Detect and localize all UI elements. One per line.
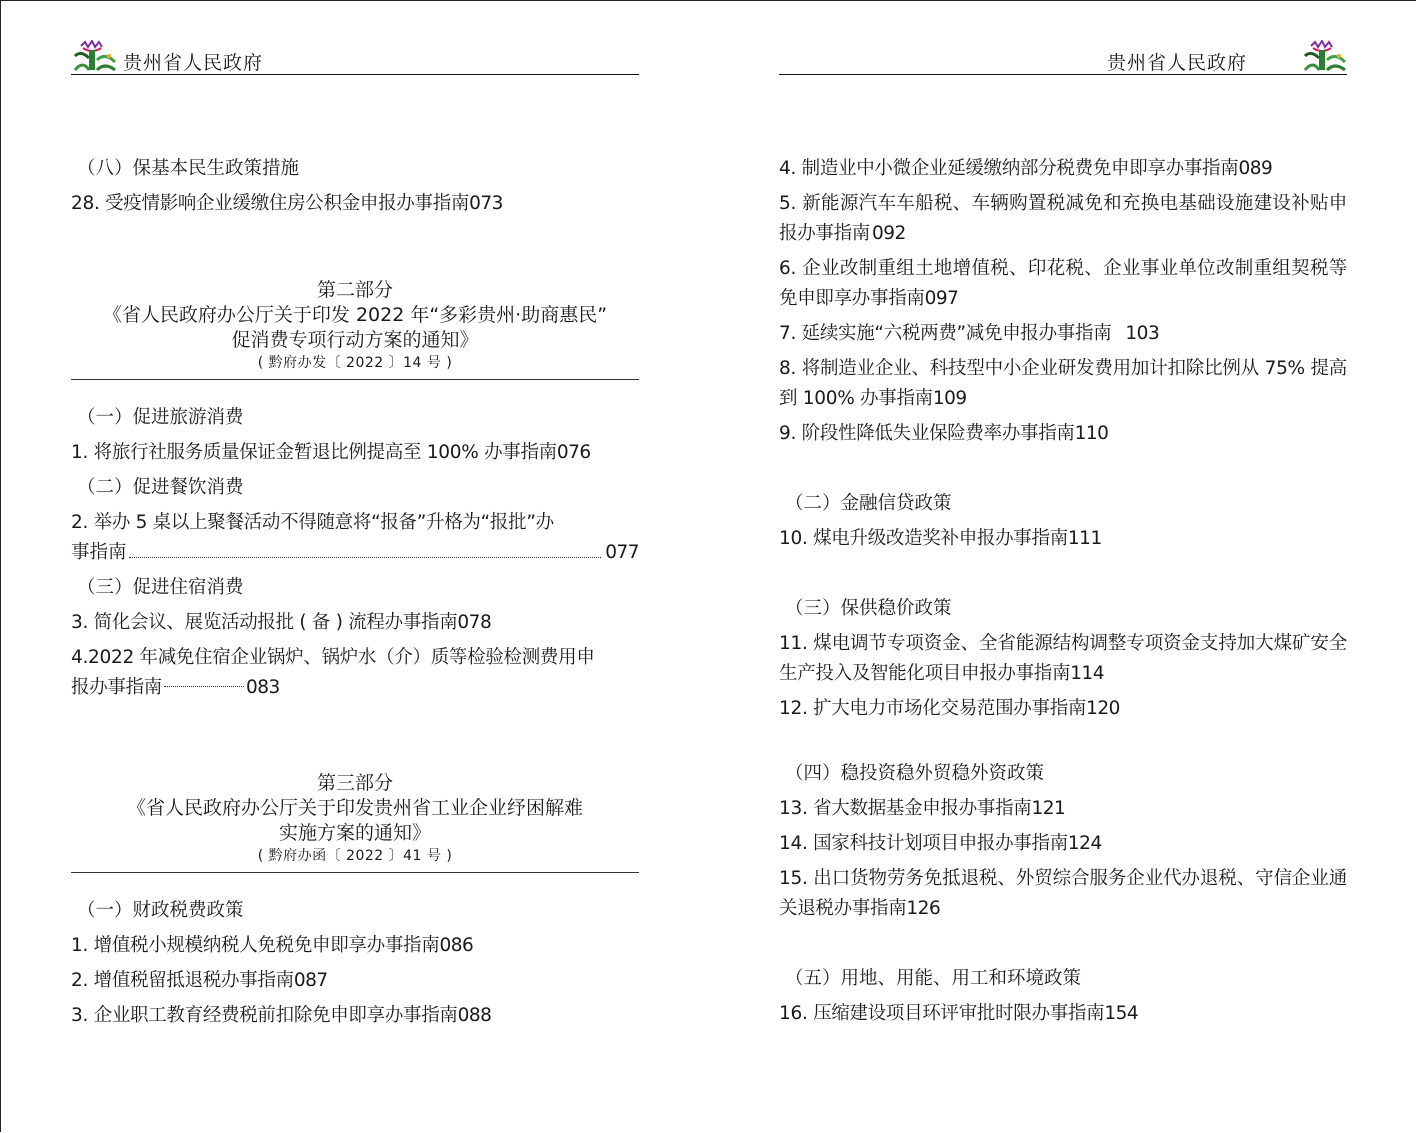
section-heading-text: （二）金融信贷政策 <box>785 493 952 514</box>
toc-entry[interactable] <box>71 189 639 219</box>
part-title-line: 促消费专项行动方案的通知》 <box>231 329 479 351</box>
toc-entry-title: 10. 煤电升级改造奖补申报办事指南 <box>779 528 1068 549</box>
toc-page-number: 110 <box>1074 423 1109 444</box>
toc-entry-title: 4. 制造业中小微企业延缓缴纳部分税费免申即享办事指南 <box>779 158 1239 179</box>
dot-leader <box>164 686 244 687</box>
section-heading-text: （三）促进住宿消费 <box>77 577 244 598</box>
toc-entry-title: 2. 增值税留抵退税办事指南 <box>71 970 294 991</box>
toc-page-number: 077 <box>605 542 639 563</box>
running-header-left <box>71 40 639 75</box>
toc-page-number: 154 <box>1104 1003 1139 1024</box>
section-heading <box>71 573 639 603</box>
toc-page-number: 089 <box>1238 158 1273 179</box>
section-heading <box>71 403 639 433</box>
toc-page-number: 087 <box>293 970 328 991</box>
toc-entry-title: 报办事指南 <box>71 677 163 698</box>
toc-entry-title: 12. 扩大电力市场化交易范围办事指南 <box>779 698 1087 719</box>
toc-page-number: 073 <box>469 193 503 214</box>
section-8-heading: （八）保基本民生政策措施 <box>77 158 300 179</box>
toc-page-number: 114 <box>1070 663 1105 684</box>
section-heading <box>779 594 1347 624</box>
header-title: 贵州省人民政府 <box>123 52 264 74</box>
toc-entry-title: 28. 受疫情影响企业缓缴住房公积金申报办事指南 <box>71 193 470 214</box>
toc-entry[interactable] <box>779 794 1347 824</box>
toc-entry[interactable] <box>779 524 1347 554</box>
toc-entry-title: 2. 举办 5 桌以上聚餐活动不得随意将“报备”升格为“报批”办 <box>71 512 554 533</box>
toc-entry-title: 13. 省大数据基金申报办事指南 <box>779 798 1032 819</box>
toc-page-number: 121 <box>1031 798 1066 819</box>
section-heading <box>71 473 639 503</box>
toc-entry-title: 9. 阶段性降低失业保险费率办事指南 <box>779 423 1075 444</box>
toc-entry-title: 14. 国家科技计划项目申报办事指南 <box>779 833 1068 854</box>
toc-entry[interactable] <box>779 829 1347 859</box>
toc-entry[interactable] <box>779 189 1347 249</box>
toc-entry[interactable] <box>779 319 1347 349</box>
toc-entry-title: 6. 企业改制重组土地增值税、印花税、企业事业单位改制重组契税等免申即享办事指南 <box>779 258 1347 309</box>
toc-page-number: 083 <box>246 677 280 698</box>
section-heading <box>779 489 1347 519</box>
toc-entry[interactable] <box>779 864 1347 924</box>
toc-entry-title: 4.2022 年减免住宿企业锅炉、锅炉水（介）质等检验检测费用申 <box>71 647 595 668</box>
toc-entry-title: 3. 简化会议、展览活动报批 ( 备 ) 流程办事指南 <box>71 612 458 633</box>
toc-page-number: 109 <box>932 388 967 409</box>
toc-entry[interactable] <box>779 254 1347 314</box>
section-heading-text: （二）促进餐饮消费 <box>77 477 244 498</box>
section-heading <box>779 964 1347 994</box>
toc-entry-title: 1. 增值税小规模纳税人免税免申即享办事指南 <box>71 935 440 956</box>
right-page <box>779 0 1347 1133</box>
running-header-right <box>779 40 1347 75</box>
toc-page-number: 120 <box>1086 698 1120 719</box>
document-number: ( 黔府办函〔 2022 〕41 号 ) <box>257 848 453 864</box>
left-page <box>71 0 639 1133</box>
toc-page-number: 088 <box>457 1005 492 1026</box>
toc-page-number: 111 <box>1067 528 1102 549</box>
toc-entry-title: 7. 延续实施“六税两费”减免申报办事指南 <box>779 323 1112 344</box>
toc-entry-title: 8. 将制造业企业、科技型中小企业研发费用加计扣除比例从 75% 提高到 100% 办事指南 <box>779 358 1347 409</box>
toc-entry[interactable] <box>779 419 1347 449</box>
toc-entry[interactable] <box>71 966 639 996</box>
section-heading <box>779 759 1347 789</box>
toc-entry[interactable] <box>779 629 1347 689</box>
toc-page-number: 124 <box>1067 833 1102 854</box>
toc-entry[interactable] <box>71 438 639 468</box>
toc-entry[interactable] <box>779 999 1347 1029</box>
toc-entry[interactable] <box>71 508 639 568</box>
section-heading <box>71 154 639 184</box>
toc-leader-line <box>71 538 639 568</box>
section-heading-text: （一）促进旅游消费 <box>77 407 244 428</box>
toc-page-number: 103 <box>1125 323 1160 344</box>
part-title-line: 《省人民政府办公厅关于印发贵州省工业企业纾困解难 <box>126 797 583 819</box>
toc-entry-title: 16. 压缩建设项目环评审批时限办事指南 <box>779 1003 1105 1024</box>
toc-entry-title: 11. 煤电调节专项资金、全省能源结构调整专项资金支持加大煤矿安全生产投入及智能化项目申报办事指南 <box>779 633 1347 684</box>
section-heading <box>71 896 639 926</box>
dot-leader <box>129 557 602 558</box>
toc-entry-title: 事指南 <box>71 542 127 563</box>
emblem-logo-icon <box>1301 40 1347 74</box>
toc-entry[interactable] <box>71 608 639 638</box>
section-heading-text: （三）保供稳价政策 <box>785 598 952 619</box>
section-heading-text: （五）用地、用能、用工和环境政策 <box>785 968 1082 989</box>
toc-entry[interactable] <box>779 354 1347 414</box>
document-number: ( 黔府办发〔 2022 〕14 号 ) <box>257 355 453 371</box>
part-title-line: 《省人民政府办公厅关于印发 2022 年“多彩贵州·助商惠民” <box>102 304 608 326</box>
toc-page-number: 092 <box>872 223 906 244</box>
toc-entry[interactable] <box>71 643 639 703</box>
toc-page-number: 078 <box>457 612 492 633</box>
toc-entry[interactable] <box>71 1001 639 1031</box>
toc-page-number: 086 <box>439 935 474 956</box>
part-label: 第三部分 <box>316 772 393 794</box>
emblem-logo-icon <box>71 40 117 74</box>
toc-entry[interactable] <box>71 931 639 961</box>
toc-entry-title: 5. 新能源汽车车船税、车辆购置税减免和充换电基础设施建设补贴申报办事指南 <box>779 193 1347 244</box>
toc-page-number: 097 <box>924 288 959 309</box>
toc-page-number: 076 <box>556 442 591 463</box>
part-label: 第二部分 <box>316 279 393 301</box>
part-2-heading <box>71 278 639 380</box>
toc-entry[interactable] <box>779 694 1347 724</box>
toc-page-number: 126 <box>906 898 941 919</box>
toc-entry[interactable] <box>779 154 1347 184</box>
section-heading-text: （四）稳投资稳外贸稳外资政策 <box>785 763 1045 784</box>
toc-entry-title: 15. 出口货物劳务免抵退税、外贸综合服务企业代办退税、守信企业通关退税办事指南 <box>779 868 1347 919</box>
part-3-heading <box>71 771 639 873</box>
toc-entry-title: 1. 将旅行社服务质量保证金暂退比例提高至 100% 办事指南 <box>71 442 557 463</box>
section-heading-text: （一）财政税费政策 <box>77 900 244 921</box>
header-title: 贵州省人民政府 <box>1106 52 1247 74</box>
part-title-line: 实施方案的通知》 <box>278 822 431 844</box>
toc-entry-title: 3. 企业职工教育经费税前扣除免申即享办事指南 <box>71 1005 458 1026</box>
